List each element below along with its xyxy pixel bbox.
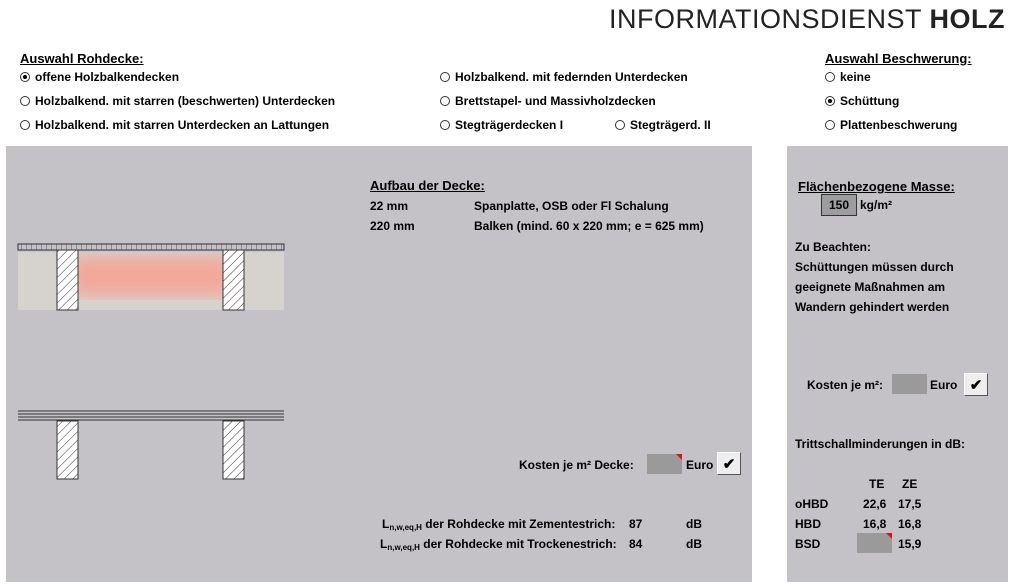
hinweis-line: geeignete Maßnahmen am — [795, 280, 946, 294]
tritt-row-name: HBD — [795, 517, 821, 531]
hinweis-line: Schüttungen müssen durch — [795, 260, 954, 274]
radio-dot[interactable] — [20, 96, 30, 106]
radio-dot[interactable] — [440, 72, 450, 82]
brand-logo — [609, 4, 1005, 35]
kosten-beschwerung-unit: Euro — [930, 378, 958, 392]
radio-stegtraegerdecken-1[interactable] — [440, 118, 563, 132]
kosten-decke-unit: Euro — [686, 458, 714, 472]
radio-label: Stegträgerd. II — [630, 118, 711, 132]
beschwerung-panel — [787, 146, 1008, 582]
checkmark-icon: ✔ — [969, 376, 983, 394]
checkmark-icon: ✔ — [722, 455, 736, 473]
layer-thickness: 220 mm — [370, 219, 415, 233]
radio-starren-beschwerten-unterdecken[interactable] — [20, 94, 335, 108]
ln-zementestrich-value: 87 — [629, 517, 643, 531]
masse-input[interactable] — [821, 194, 857, 216]
ln-trockenestrich-value: 84 — [629, 537, 643, 551]
radio-keine[interactable] — [825, 70, 871, 84]
kosten-decke-confirm-button[interactable] — [717, 452, 741, 475]
tritt-row-name: BSD — [795, 537, 821, 551]
radio-label: offene Holzbalkendecken — [35, 70, 180, 84]
masse-heading: Flächenbezogene Masse: — [798, 179, 955, 194]
tritt-col-ze: ZE — [902, 477, 918, 491]
radio-label: Holzbalkend. mit federnden Unterdecken — [455, 70, 688, 84]
layer-material: Spanplatte, OSB oder Fl Schalung — [474, 199, 669, 213]
tritt-row-te: 22,6 — [863, 497, 887, 511]
radio-dot[interactable] — [825, 96, 835, 106]
radio-label: Plattenbeschwerung — [840, 118, 958, 132]
tritt-row-name: oHBD — [795, 497, 829, 511]
radio-dot[interactable] — [440, 120, 450, 130]
tritt-row-ze: 16,8 — [898, 517, 922, 531]
tritt-bsd-te-input[interactable] — [857, 533, 892, 553]
tritt-title: Trittschallminderungen in dB: — [795, 437, 966, 451]
radio-brettstapel-massivholz[interactable] — [440, 94, 656, 108]
beschwerung-heading: Auswahl Beschwerung: — [825, 51, 972, 66]
radio-label: Holzbalkend. mit starren Unterdecken an Lattungen — [35, 118, 330, 132]
radio-federnden-unterdecken[interactable] — [440, 70, 688, 84]
radio-dot[interactable] — [825, 72, 835, 82]
kosten-decke-label: Kosten je m² Decke: — [519, 458, 634, 472]
layer-thickness: 22 mm — [370, 199, 409, 213]
radio-stegtraegerdecken-2[interactable] — [615, 118, 711, 132]
kosten-beschwerung-input[interactable] — [892, 374, 927, 394]
rohdecke-heading: Auswahl Rohdecke: — [20, 51, 144, 66]
ln-zementestrich-label: $L_{n,w,eq,H}$ der Rohdecke mit Zementestrich: — [382, 517, 616, 532]
radio-dot[interactable] — [825, 120, 835, 130]
ln-trockenestrich-label: $L_{n,w,eq,H}$ der Rohdecke mit Trockenestrich: — [380, 537, 617, 552]
masse-value: 150 — [828, 198, 850, 212]
radio-offene-holzbalkendecken[interactable] — [20, 70, 179, 84]
radio-starren-unterdecken-lattungen[interactable] — [20, 118, 329, 132]
tritt-row-ze: 15,9 — [898, 537, 922, 551]
kosten-beschwerung-label: Kosten je m²: — [807, 378, 884, 392]
radio-dot[interactable] — [20, 72, 30, 82]
radio-plattenbeschwerung[interactable] — [825, 118, 957, 132]
radio-label: keine — [840, 70, 871, 84]
hinweis-title: Zu Beachten: — [795, 240, 872, 254]
kosten-decke-input[interactable] — [647, 454, 682, 474]
tritt-row-te: 16,8 — [863, 517, 887, 531]
ln-zementestrich-unit: dB — [686, 517, 702, 531]
decke-schnitt-drawing — [16, 242, 296, 312]
board-layer — [18, 244, 284, 250]
radio-dot[interactable] — [615, 120, 625, 130]
brand-bold: HOLZ — [929, 4, 1005, 34]
kosten-beschwerung-confirm-button[interactable] — [964, 373, 988, 396]
hinweis-line: Wandern gehindert werden — [795, 300, 950, 314]
masse-unit: kg/m² — [860, 198, 893, 212]
decke-ansicht-drawing — [16, 408, 296, 484]
ln-trockenestrich-unit: dB — [686, 537, 702, 551]
radio-dot[interactable] — [20, 120, 30, 130]
radio-label: Schüttung — [840, 94, 900, 108]
layer-material: Balken (mind. 60 x 220 mm; e = 625 mm) — [474, 219, 704, 233]
tritt-col-te: TE — [869, 477, 885, 491]
radio-dot[interactable] — [440, 96, 450, 106]
aufbau-heading: Aufbau der Decke: — [370, 178, 485, 193]
decke-panel — [6, 146, 752, 582]
radio-label: Brettstapel- und Massivholzdecken — [455, 94, 656, 108]
radio-schuettung[interactable] — [825, 94, 899, 108]
radio-label: Holzbalkend. mit starren (beschwerten) Unterdecken — [35, 94, 336, 108]
brand-light: INFORMATIONSDIENST — [608, 4, 930, 34]
radio-label: Stegträgerdecken I — [455, 118, 564, 132]
glow-area — [71, 256, 231, 296]
tritt-row-ze: 17,5 — [898, 497, 922, 511]
